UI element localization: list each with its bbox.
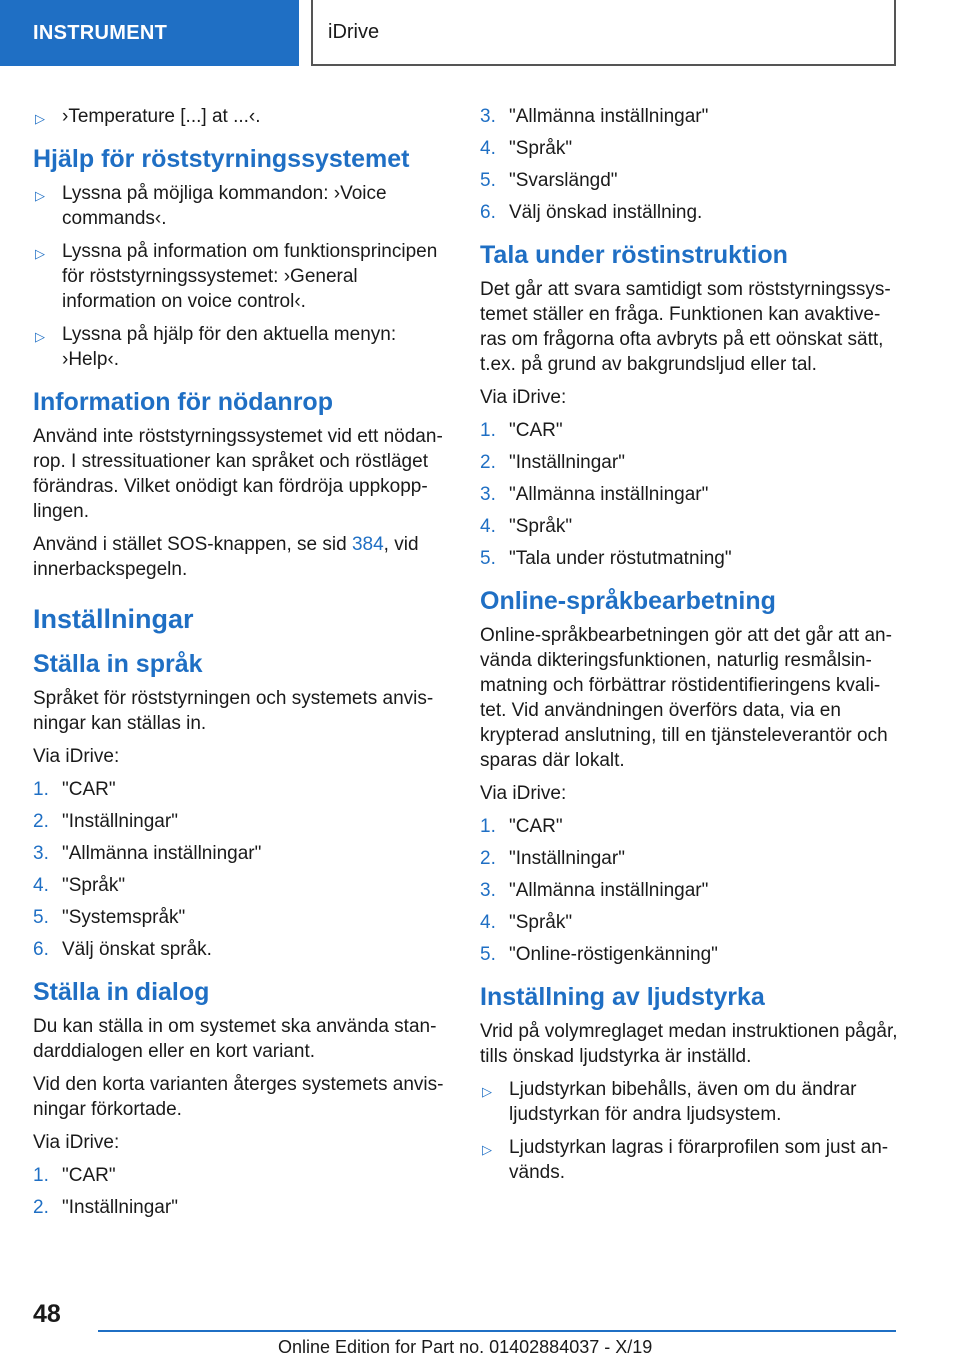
- step-number: 2.: [33, 1197, 49, 1218]
- list-item: [480, 482, 900, 507]
- paragraph: Online-språkbearbetningen gör att det går att använda dikteringsfunktionen, naturlig resmålsinmatning och förbättrar röstidentifieringens kvalitet. Vid användningen överförs data, via en krypterad anslutning, till en tjänsteleverantör och sparas där lokalt.: [480, 625, 892, 771]
- triangle-bullet-icon: ▷: [35, 188, 45, 203]
- list-item: [480, 136, 900, 161]
- subsection-tab: [311, 0, 896, 66]
- list-item: [33, 1163, 453, 1188]
- page-link[interactable]: 384: [351, 534, 384, 555]
- section-heading: Inställning av ljudstyrka: [480, 983, 765, 1011]
- list-item: [480, 1077, 900, 1127]
- section-tab: [0, 0, 299, 66]
- triangle-bullet-icon: ▷: [482, 1084, 492, 1099]
- steps-list: [480, 418, 900, 571]
- section-heading: Ställa in dialog: [33, 978, 210, 1006]
- page-number: 48: [33, 1300, 61, 1328]
- steps-list: [33, 1163, 453, 1220]
- paragraph: Via iDrive:: [480, 387, 567, 408]
- steps-list: [33, 777, 453, 962]
- section-heading: Online-språkbearbetning: [480, 587, 776, 615]
- list-item: [33, 777, 453, 802]
- list-item: [33, 104, 453, 129]
- paragraph: Vid den korta varianten återges systemets anvisningar förkortade.: [33, 1074, 444, 1120]
- list-item: [480, 200, 900, 225]
- triangle-bullet-icon: ▷: [35, 246, 45, 261]
- list-item: [33, 905, 453, 930]
- step-text: "Inställningar": [509, 848, 625, 869]
- paragraph: Det går att svara samtidigt som röststyrningssystemet ställer en fråga. Funktionen kan avaktiveras om frågorna ofta avbryts på ett oönskat sätt, t.ex. på grund av bakgrundsljud eller tal.: [480, 279, 891, 375]
- step-text: "Språk": [509, 138, 573, 159]
- list-item: [480, 814, 900, 839]
- list-item: [33, 809, 453, 834]
- step-number: 4.: [480, 138, 496, 159]
- step-number: 1.: [480, 816, 496, 837]
- section-heading: Tala under röstinstruktion: [480, 241, 788, 269]
- step-text: "Språk": [509, 912, 573, 933]
- step-number: 2.: [480, 452, 496, 473]
- paragraph: Via iDrive:: [33, 746, 120, 767]
- list-item: [33, 937, 453, 962]
- step-number: 5.: [480, 548, 496, 569]
- section-heading: Hjälp för röststyrningssystemet: [33, 145, 410, 173]
- section-title: INSTRUMENT: [33, 21, 168, 44]
- footer-divider: [98, 1330, 896, 1332]
- list-item: [33, 322, 453, 372]
- paragraph-text: Använd i stället SOS-knappen, se sid: [33, 534, 352, 555]
- step-number: 6.: [480, 202, 496, 223]
- section-heading: Information för nödanrop: [33, 388, 333, 416]
- section-heading: Ställa in språk: [33, 650, 203, 678]
- steps-list: [480, 104, 900, 225]
- paragraph: Du kan ställa in om systemet ska använda standarddialogen eller en kort variant.: [33, 1016, 437, 1062]
- list-item: [480, 1135, 900, 1185]
- subsection-title: iDrive: [328, 20, 380, 43]
- list-item: [480, 450, 900, 475]
- step-text: "Allmänna inställningar": [509, 880, 709, 901]
- bullet-text: Lyssna på information om funktionsprincipen för röststyrningssystemet: ›General information on voice control‹.: [62, 241, 438, 312]
- step-text: "CAR": [509, 816, 563, 837]
- list-item: [480, 910, 900, 935]
- step-number: 3.: [480, 484, 496, 505]
- step-number: 3.: [480, 106, 496, 127]
- list-item: [480, 846, 900, 871]
- step-number: 4.: [480, 516, 496, 537]
- step-number: 3.: [33, 843, 49, 864]
- paragraph: Via iDrive:: [480, 783, 567, 804]
- right-column: [480, 104, 900, 1193]
- step-text: Välj önskat språk.: [62, 939, 212, 960]
- step-number: 1.: [480, 420, 496, 441]
- step-number: 2.: [480, 848, 496, 869]
- step-number: 5.: [480, 944, 496, 965]
- list-item: [33, 873, 453, 898]
- step-text: "Svarslängd": [509, 170, 618, 191]
- step-text: Välj önskad inställning.: [509, 202, 703, 223]
- paragraph: Språket för röststyrningen och systemets anvisningar kan ställas in.: [33, 688, 434, 734]
- step-text: "Tala under röstutmatning": [509, 548, 732, 569]
- step-text: "Online-röstigenkänning": [509, 944, 718, 965]
- step-number: 4.: [33, 875, 49, 896]
- paragraph: Via iDrive:: [33, 1132, 120, 1153]
- step-text: "Allmänna inställningar": [509, 106, 709, 127]
- step-number: 4.: [480, 912, 496, 933]
- step-number: 5.: [480, 170, 496, 191]
- triangle-bullet-icon: ▷: [35, 111, 45, 126]
- triangle-bullet-icon: ▷: [35, 329, 45, 344]
- footer-edition: Online Edition for Part no. 01402884037 - X/19: [278, 1337, 653, 1357]
- chapter-heading: Inställningar: [33, 604, 194, 634]
- paragraph: [33, 532, 453, 582]
- step-number: 6.: [33, 939, 49, 960]
- step-text: "CAR": [62, 1165, 116, 1186]
- list-item: [33, 181, 453, 231]
- step-number: 1.: [33, 1165, 49, 1186]
- list-item: [480, 514, 900, 539]
- bullet-text: Ljudstyrkan lagras i förarprofilen som just används.: [509, 1137, 889, 1183]
- list-item: [480, 168, 900, 193]
- list-item: [480, 546, 900, 571]
- bullet-text: Lyssna på möjliga kommandon: ›Voice commands‹.: [62, 183, 387, 229]
- paragraph: Använd inte röststyrningssystemet vid ett nödanrop. I stressituationer kan språket och röstläget förändras. Vilket onödigt kan fördröja uppkopplingen.: [33, 426, 443, 522]
- step-text: "CAR": [509, 420, 563, 441]
- list-item: [480, 104, 900, 129]
- list-item: [480, 878, 900, 903]
- list-item: [33, 1195, 453, 1220]
- step-number: 5.: [33, 907, 49, 928]
- bullet-text: Lyssna på hjälp för den aktuella menyn: ›Help‹.: [62, 324, 397, 370]
- step-number: 1.: [33, 779, 49, 800]
- list-item: [480, 942, 900, 967]
- step-text: "Inställningar": [62, 811, 178, 832]
- step-text: "Allmänna inställningar": [509, 484, 709, 505]
- steps-list: [480, 814, 900, 967]
- list-item: [480, 418, 900, 443]
- triangle-bullet-icon: ▷: [482, 1142, 492, 1157]
- step-text: "Inställningar": [509, 452, 625, 473]
- step-number: 3.: [480, 880, 496, 901]
- step-text: "Språk": [62, 875, 126, 896]
- step-text: "Språk": [509, 516, 573, 537]
- list-item: [33, 239, 453, 314]
- bullet-text: ›Temperature [...] at ...‹.: [62, 106, 261, 127]
- list-item: [33, 841, 453, 866]
- left-column: [33, 104, 453, 1228]
- step-text: "CAR": [62, 779, 116, 800]
- step-text: "Systemspråk": [62, 907, 186, 928]
- step-text: "Allmänna inställningar": [62, 843, 262, 864]
- step-text: "Inställningar": [62, 1197, 178, 1218]
- paragraph: Vrid på volymreglaget medan instruktionen pågår, tills önskad ljudstyrka är inställd.: [480, 1021, 898, 1067]
- paragraph-text: , vid innerbackspegeln.: [33, 534, 419, 580]
- step-number: 2.: [33, 811, 49, 832]
- bullet-text: Ljudstyrkan bibehålls, även om du ändrar ljudstyrkan för andra ljudsystem.: [509, 1079, 857, 1125]
